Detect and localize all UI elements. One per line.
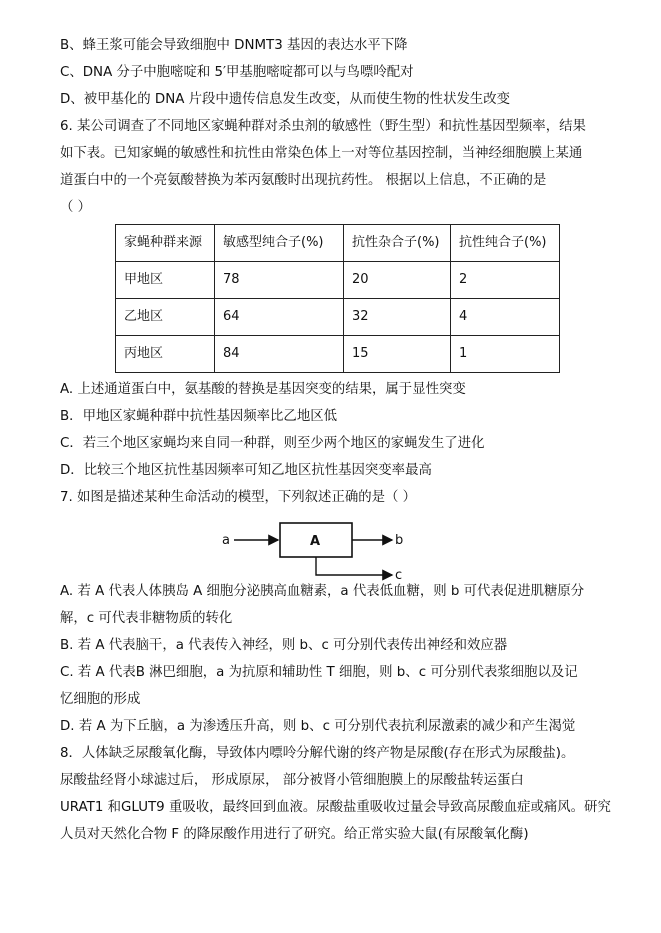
table-cell: 20 <box>344 262 451 299</box>
table-cell: 甲地区 <box>116 262 215 299</box>
table-cell: 丙地区 <box>116 336 215 373</box>
table-cell: 1 <box>451 336 560 373</box>
table-cell: 32 <box>344 299 451 336</box>
diagram-input-label: a <box>222 533 230 548</box>
table-header-cell: 家蝇种群来源 <box>116 225 215 262</box>
table-cell: 84 <box>215 336 344 373</box>
q7-option-a-line1: A. 若 A 代表人体胰岛 A 细胞分泌胰高血糖素，a 代表低血糖，则 b 可代表促进肌糖原分 <box>60 584 585 599</box>
q5-option-b: B、蜂王浆可能会导致细胞中 DNMT3 基因的表达水平下降 <box>60 38 408 53</box>
diagram-output-c-arrow <box>316 557 392 575</box>
q7-model-diagram <box>220 518 420 588</box>
table-row <box>116 262 560 299</box>
q6-stem-line3: 道蛋白中的一个亮氨酸替换为苯丙氨酸时出现抗药性。 根据以上信息，不正确的是 <box>60 173 547 188</box>
table-header-cell: 敏感型纯合子(%) <box>215 225 344 262</box>
q6-stem-line1: 6. 某公司调查了不同地区家蝇种群对杀虫剂的敏感性（野生型）和抗性基因型频率，结果 <box>60 119 586 134</box>
diagram-box-label: A <box>310 534 321 549</box>
diagram-output-b-label: b <box>395 533 404 548</box>
table-row <box>116 336 560 373</box>
q7-option-d: D. 若 A 为下丘脑，a 为渗透压升高，则 b、c 可分别代表抗利尿激素的减少和产生渴觉 <box>60 719 576 734</box>
table-cell: 4 <box>451 299 560 336</box>
q6-option-b: B．甲地区家蝇种群中抗性基因频率比乙地区低 <box>60 409 337 424</box>
table-row <box>116 299 560 336</box>
q6-option-c: C．若三个地区家蝇均来自同一种群，则至少两个地区的家蝇发生了进化 <box>60 436 485 451</box>
q7-option-b: B. 若 A 代表脑干，a 代表传入神经，则 b、c 可分别代表传出神经和效应器 <box>60 638 508 653</box>
q8-line1: 8．人体缺乏尿酸氧化酶，导致体内嘌呤分解代谢的终产物是尿酸(存在形式为尿酸盐)。 <box>60 746 575 761</box>
q8-line2: 尿酸盐经肾小球滤过后， 形成原尿， 部分被肾小管细胞膜上的尿酸盐转运蛋白 <box>60 773 524 788</box>
table-header-cell: 抗性纯合子(%) <box>451 225 560 262</box>
q7-option-c-line2: 忆细胞的形成 <box>60 692 141 707</box>
q6-data-table <box>115 224 560 373</box>
table-cell: 15 <box>344 336 451 373</box>
table-header-cell: 抗性杂合子(%) <box>344 225 451 262</box>
table-cell: 2 <box>451 262 560 299</box>
q6-option-d: D．比较三个地区抗性基因频率可知乙地区抗性基因突变率最高 <box>60 463 432 478</box>
q7-stem: 7. 如图是描述某种生命活动的模型，下列叙述正确的是（ ） <box>60 490 417 505</box>
table-header-row <box>116 225 560 262</box>
diagram-output-c-label: c <box>395 568 403 583</box>
q5-option-d: D、被甲基化的 DNA 片段中遗传信息发生改变，从而使生物的性状发生改变 <box>60 92 511 107</box>
q6-stem-line2: 如下表。已知家蝇的敏感性和抗性由常染色体上一对等位基因控制，当神经细胞膜上某通 <box>60 146 583 161</box>
q8-line4: 人员对天然化合物 F 的降尿酸作用进行了研究。给正常实验大鼠(有尿酸氧化酶) <box>60 827 529 842</box>
table-cell: 乙地区 <box>116 299 215 336</box>
q7-option-a-line2: 解，c 可代表非糖物质的转化 <box>60 611 233 626</box>
q5-option-c: C、DNA 分子中胞嘧啶和 5′甲基胞嘧啶都可以与鸟嘌呤配对 <box>60 65 414 80</box>
q8-line3: URAT1 和GLUT9 重吸收，最终回到血液。尿酸盐重吸收过量会导致高尿酸血症或痛风。研究 <box>60 800 611 815</box>
q7-option-c-line1: C. 若 A 代表B 淋巴细胞，a 为抗原和辅助性 T 细胞，则 b、c 可分别代表浆细胞以及记 <box>60 665 578 680</box>
q6-answer-blank: （ ） <box>60 200 92 215</box>
q6-option-a: A. 上述通道蛋白中，氨基酸的替换是基因突变的结果，属于显性突变 <box>60 382 466 397</box>
table-cell: 78 <box>215 262 344 299</box>
table-cell: 64 <box>215 299 344 336</box>
